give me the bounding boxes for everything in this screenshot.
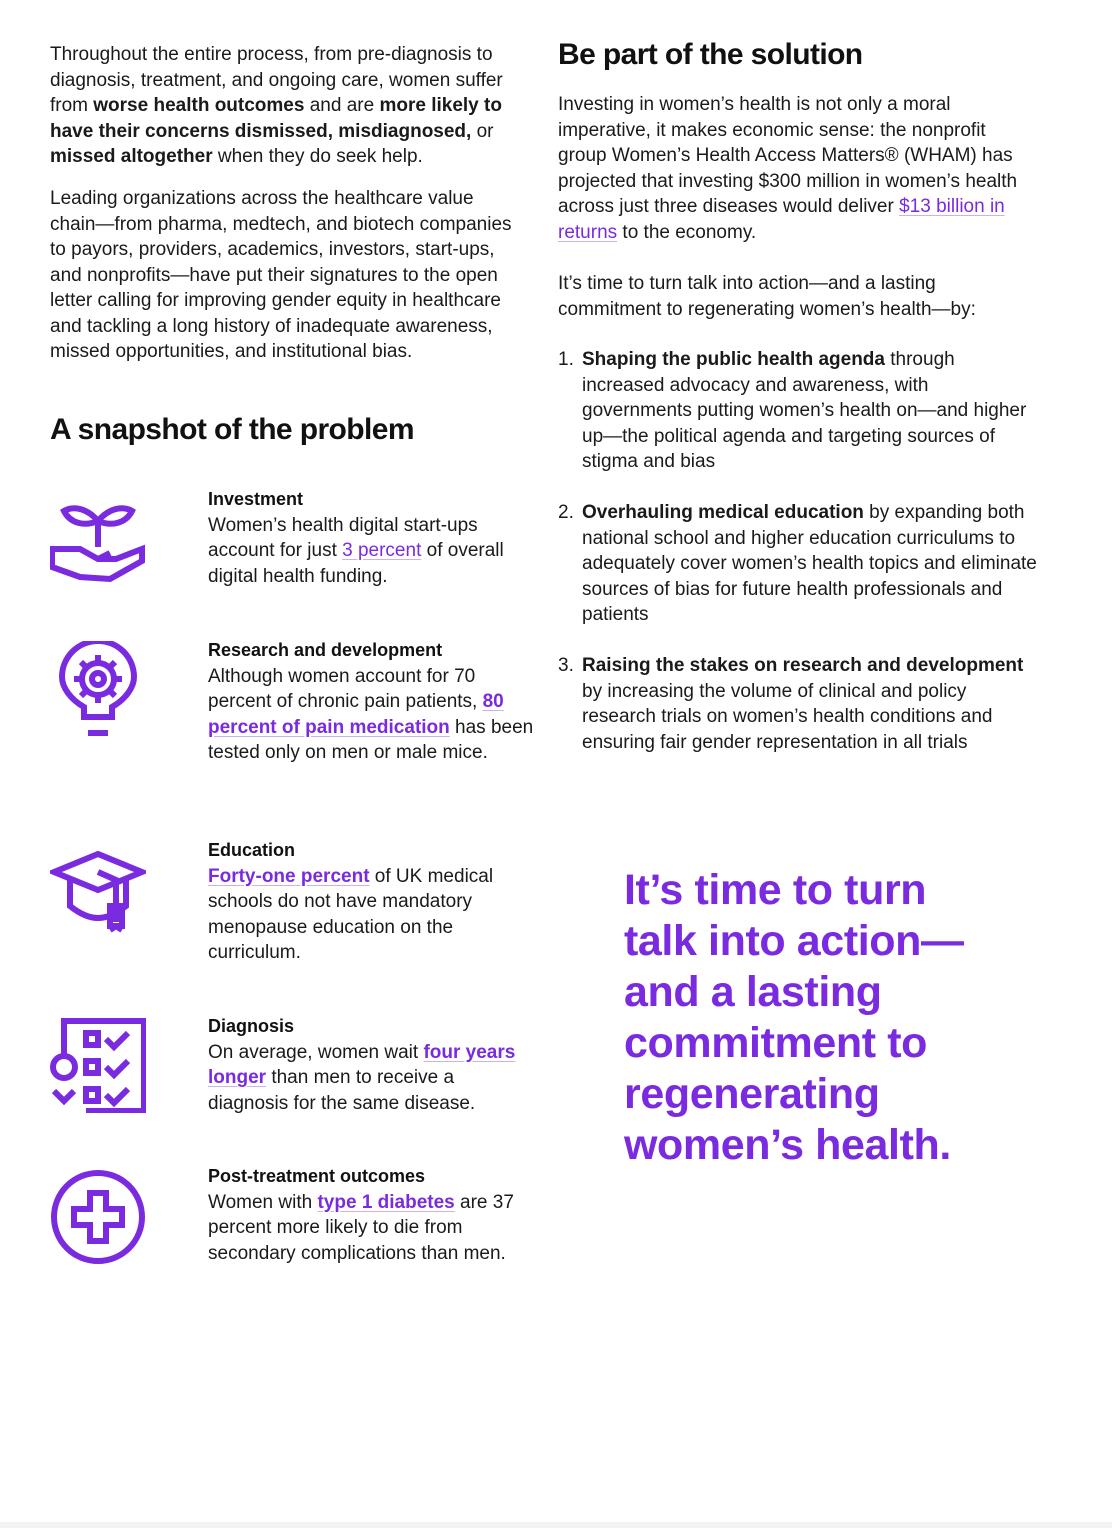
pull-quote-line: regenerating [624,1070,880,1118]
solution-heading: Be part of the solution [558,38,863,71]
intro-text: and are [304,95,380,116]
stat-label: Research and development [208,640,443,660]
stat-description [208,1040,538,1117]
graduation-cap-icon [50,842,146,938]
stat-description [208,1190,538,1267]
stat-text: On average, women wait [208,1041,424,1063]
action-text: by increasing the volume of clinical and policy research trials on women’s health conditions and ensuring fair gender representation in all trials [582,680,993,753]
pull-quote-line: talk into action— [624,917,964,965]
stat-text: of UK medical schools do not have mandatory menopause education on the curriculum. [208,865,494,963]
action-text: through increased advocacy and awareness, with governments putting women’s health on—and higher up—the political agenda and targeting sources of stigma and bias [582,349,1027,472]
lightbulb-gear-icon [50,641,146,737]
intro-text: or [471,120,494,142]
pull-quote [624,865,1044,1171]
intro-emphasis: missed altogether [50,146,213,167]
problem-heading: A snapshot of the problem [50,413,414,446]
action-number: 2. [558,502,574,523]
stat-text: of overall digital health funding. [208,540,504,587]
stat-link[interactable]: type 1 diabetes [317,1191,455,1213]
intro-paragraph-1 [50,42,520,170]
checklist-icon [50,1017,146,1113]
stat-text: are 37 percent more likely to die from secondary complications than men. [208,1191,514,1264]
pull-quote-line: women’s health. [624,1121,951,1169]
stat-description [208,664,538,766]
action-number: 3. [558,655,574,676]
action-item [558,347,1038,475]
action-number: 1. [558,349,574,370]
page-bottom-edge [0,1522,1112,1528]
action-text: by expanding both national school and higher education curriculums to adequately cover women’s health topics and eliminate sources of bias for future health professionals and patients [582,502,1037,625]
stat-link[interactable]: Forty-one percent [208,865,370,887]
intro-text: Throughout the entire process, from pre-diagnosis to diagnosis, treatment, and ongoing care, women suffer from [50,44,503,116]
stat-diagnosis-text [208,1014,538,1116]
pull-quote-line: commitment to [624,1019,927,1067]
stat-link[interactable]: four years longer [208,1041,516,1088]
stat-post-treatment-text [208,1164,538,1266]
intro-paragraph-2: Leading organizations across the healthcare value chain—from pharma, medtech, and biotech companies to payors, providers, academics, investors, start-ups, and nonprofits—have put their signatures to the open letter calling for improving gender equity in healthcare and tackling a long history of inadequate awareness, missed opportunities, and institutional bias. [50,188,512,362]
stat-education-text [208,838,538,966]
intro-text: when they do seek help. [212,146,423,167]
stat-link[interactable]: 80 percent of pain medication [208,691,504,738]
action-title: Overhauling medical education [582,502,864,523]
pull-quote-line: It’s time to turn [624,866,927,914]
stat-text: Although women account for 70 percent of chronic pain patients, [208,665,483,712]
stat-label: Education [208,840,296,860]
action-item [558,500,1038,628]
stat-description [208,864,538,966]
solution-paragraph-2: It’s time to turn talk into action—and a lasting commitment to regenerating women’s health—by: [558,273,976,320]
stat-label: Diagnosis [208,1016,295,1036]
action-title: Shaping the public health agenda [582,349,885,370]
intro-emphasis: more likely to have their concerns dismissed, misdiagnosed, [50,95,502,142]
action-item [558,653,1038,755]
solution-paragraph-1 [558,92,1028,245]
stat-research-text [208,638,538,766]
returns-link[interactable]: $13 billion in returns [558,196,1005,243]
stat-investment-text [208,487,538,589]
stat-description [208,513,538,590]
stat-text: Women with [208,1191,318,1213]
solution-text: to the economy. [617,221,757,243]
actions-list [558,347,1038,781]
stat-label: Post-treatment outcomes [208,1166,426,1186]
stat-link[interactable]: 3 percent [342,540,422,561]
medical-cross-icon [50,1169,146,1265]
stat-text: than men to receive a diagnosis for the same disease. [208,1067,476,1114]
stat-label: Investment [208,489,304,509]
pull-quote-line: and a lasting [624,968,882,1016]
solution-text: Investing in women’s health is not only a moral imperative, it makes economic sense: the nonprofit group Women’s Health Access Matters® (WHAM) has projected that investing $300 million in women’s health across just three diseases would deliver [558,94,1018,217]
action-title: Raising the stakes on research and development [582,655,1024,676]
intro-emphasis: worse health outcomes [93,95,305,116]
plant-in-hand-icon [50,491,146,587]
stat-text: has been tested only on men or male mice. [208,716,534,763]
stat-text: Women’s health digital start-ups account for just [208,514,478,561]
